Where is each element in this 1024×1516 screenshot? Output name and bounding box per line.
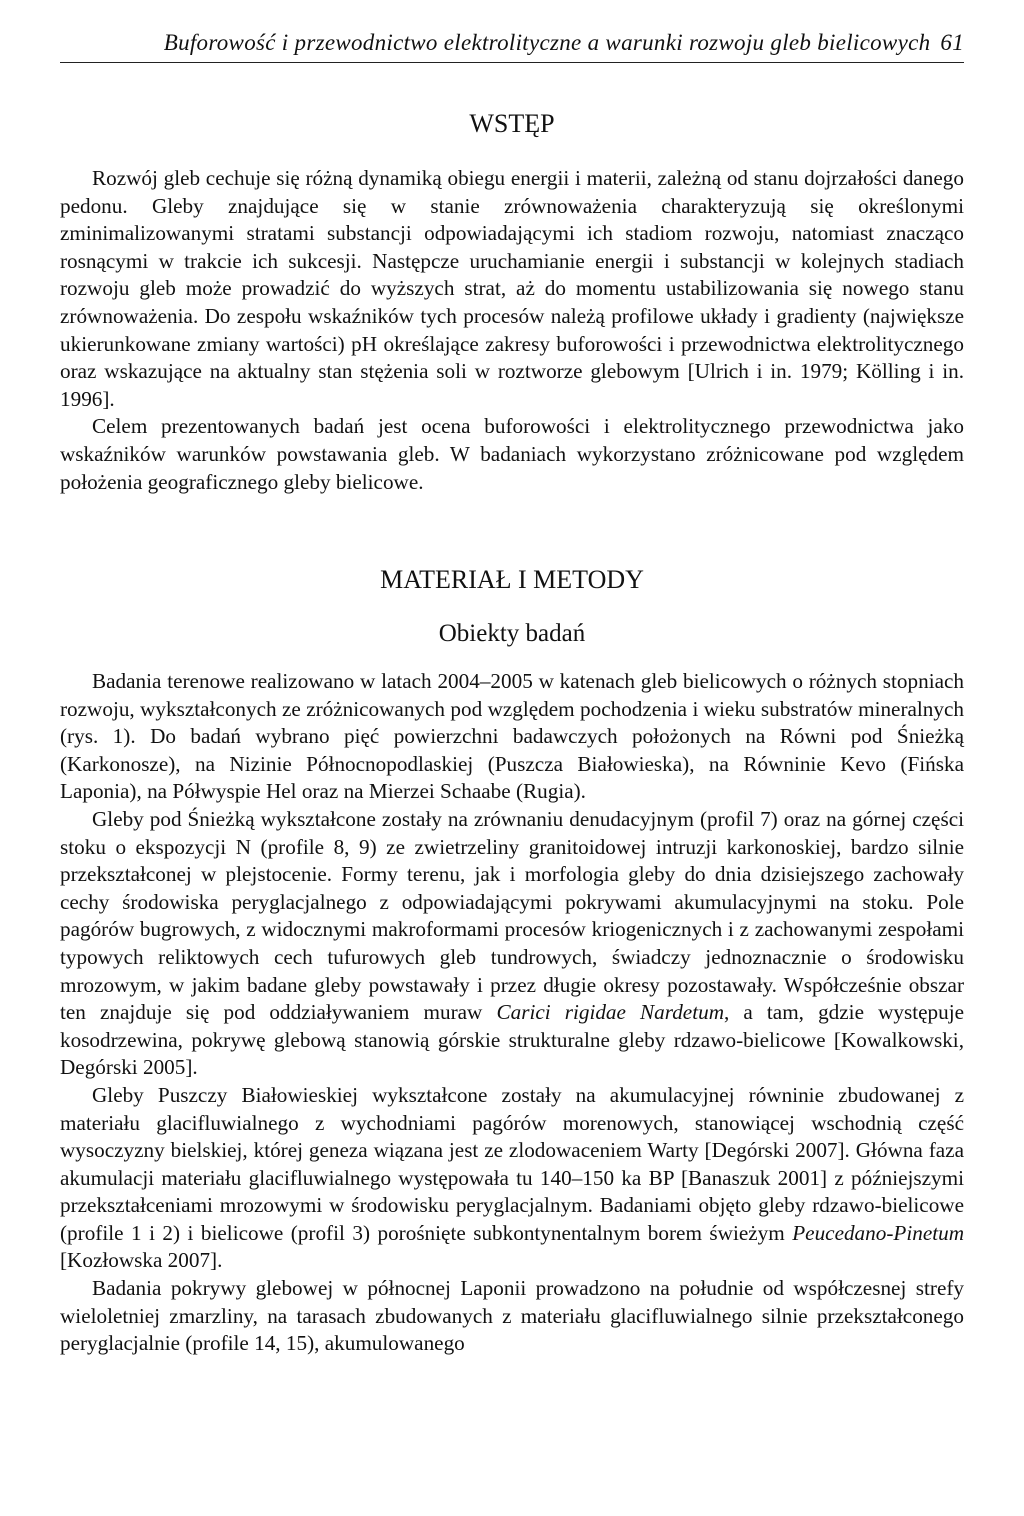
intro-paragraph-2: Celem prezentowanych badań jest ocena buforowości i elektrolitycznego przewodnictwa jako wskaźników warunków powstawania gleb. W badaniach wykorzystano zróżnicowane pod względem położenia geograficznego gleby bielicowe. <box>60 414 964 494</box>
subsection-heading-objects: Obiekty badań <box>438 620 586 647</box>
methods-body <box>60 668 964 1358</box>
p2-taxon: Carici rigidae Nardetum <box>496 1000 724 1025</box>
methods-paragraph-4: Badania pokrywy glebowej w północnej Laponii prowadzono na południe od współczesnej strefy wieloletniej zmarzliny, na tarasach zbudowanych z materiału glacifluwialnego silnie przekształconego peryglacjalnie (profile 14, 15), akumulowanego <box>60 1276 964 1356</box>
running-title: Buforowość i przewodnictwo elektrolityczne a warunki rozwoju gleb bielicowych <box>163 30 931 55</box>
intro-body <box>60 165 964 496</box>
running-header <box>60 28 964 63</box>
p3-text-b: [Kozłowska 2007]. <box>60 1248 223 1273</box>
page-number: 61 <box>940 30 964 55</box>
p3-text-a: Gleby Puszczy Białowieskiej wykształcone zostały na akumulacyjnej równinie zbudowanej z materiału glacifluwialnego z wychodniami pagórów morenowych, stanowiącej wschodnią część wysoczyzny bielskiej, której geneza wiązana jest ze zlodowaceniem Warty [Degórski 2007]. Główna faza akumulacji materiału glacifluwialnego występowała tu 140–150 ka BP [Banaszuk 2001] z późniejszymi przekształceniami mrozowymi w środowisku peryglacjalnym. Badaniami objęto gleby rdzawo-bielicowe (profile 1 i 2) i bielicowe (profil 3) porośnięte subkontynentalnym borem świeżym <box>60 1082 964 1245</box>
section-heading-intro: WSTĘP <box>469 109 555 138</box>
methods-paragraph-2 <box>60 806 964 1082</box>
section-heading-methods: MATERIAŁ I METODY <box>380 565 644 594</box>
p2-text-b: , a tam, gdzie występuje kosodrzewina, pokrywę glebową stanowią górskie strukturalne gleby rdzawo-bielicowe [Kowalkowski, Degórski 2005]. <box>60 1000 964 1080</box>
methods-paragraph-1: Badania terenowe realizowano w latach 2004–2005 w katenach gleb bielicowych o różnych stopniach rozwoju, wykształconych ze zróżnicowanych pod względem pochodzenia i wieku substratów mineralnych (rys. 1). Do badań wybrano pięć powierzchni badawczych położonych na Równi pod Śnieżką (Karkonosze), na Nizinie Północnopodlaskiej (Puszcza Białowieska), na Równinie Kevo (Fińska Laponia), na Półwyspie Hel oraz na Mierzei Schaabe (Rugia). <box>60 669 964 804</box>
methods-paragraph-3 <box>60 1082 964 1275</box>
p2-text-a: Gleby pod Śnieżką wykształcone zostały na zrównaniu denudacyjnym (profil 7) oraz na górnej części stoku o ekspozycji N (profile 8, 9) ze zwietrzeliny granitoidowej intruzji karkonoskiej, bardzo silnie przekształconej w plejstocenie. Formy terenu, jak i morfologia gleby do dnia dzisiejszego zachowały cechy środowiska peryglacjalnego z odpowiadającymi pokrywami akumulacyjnymi na stoku. Pole pagórów bugrowych, z widocznymi makroformami procesów kriogenicznych i z zachowanymi zespołami typowych reliktowych cech tufurowych gleb tundrowych, świadczy jednoznacznie o środowisku mrozowym, w jakim badane gleby powstawały i przez długie okresy pozostawały. Współcześnie obszar ten znajduje się pod oddziaływaniem muraw <box>60 806 964 1025</box>
p3-taxon: Peucedano-Pinetum <box>792 1220 965 1245</box>
intro-paragraph-1: Rozwój gleb cechuje się różną dynamiką obiegu energii i materii, zależną od stanu dojrzałości danego pedonu. Gleby znajdujące się w stanie zrównoważenia charakteryzują się określonymi zminimalizowanymi stratami substancji odpowiadającymi ich stadiom rozwoju, natomiast znacząco rosnącymi w trakcie ich sukcesji. Następcze uruchamianie energii i substancji w kolejnych stadiach rozwoju gleb może prowadzić do wyższych strat, aż do momentu ustabilizowania się nowego stanu zrównoważenia. Do zespołu wskaźników tych procesów należą profilowe układy i gradienty (największe ukierunkowane zmiany wartości) pH określające zakresy buforowości i przewodnictwa elektrolitycznego oraz wskazujące na aktualny stan stężenia soli w roztworze glebowym [Ulrich i in. 1979; Kölling i in. 1996]. <box>60 166 964 411</box>
